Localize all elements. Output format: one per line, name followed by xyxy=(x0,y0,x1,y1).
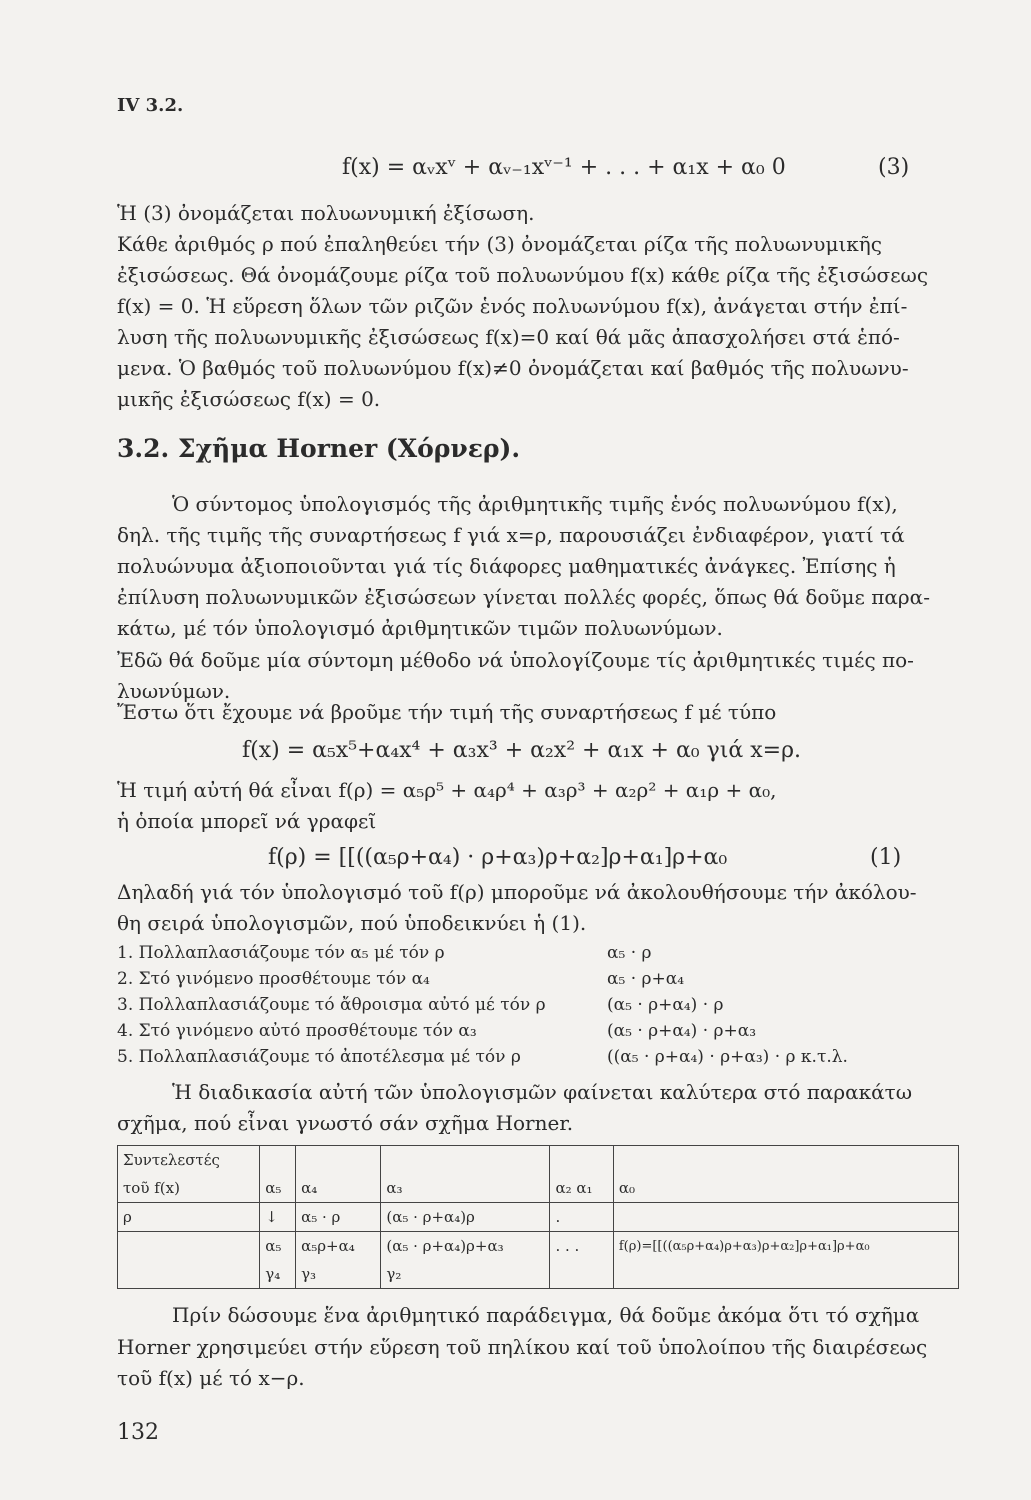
paragraph-function xyxy=(117,697,949,728)
table-cell: γ₂ xyxy=(381,1260,550,1289)
text-line: ἐξισώσεως. Θά ὀνομάζουμε ρίζα τοῦ πολυωνύμου f(x) κάθε ρίζα τῆς ἐξισώσεως xyxy=(117,263,929,287)
text-line: πολυώνυμα ἀξιοποιοῦνται γιά τίς διάφορες μαθηματικές ἀνάγκες. Ἐπίσης ἡ xyxy=(117,554,896,578)
list-item xyxy=(117,992,957,1018)
step-expression: α₅ · ρ+α₄ xyxy=(607,969,685,989)
table-row xyxy=(118,1146,959,1175)
paragraph-sequence xyxy=(117,877,949,939)
table-cell: f(ρ)=[[((α₅ρ+α₄)ρ+α₃)ρ+α₂]ρ+α₁]ρ+α₀ xyxy=(613,1232,958,1261)
text-line: Πρίν δώσουμε ἕνα ἀριθμητικό παράδειγμα, θά δοῦμε ἀκόμα ὅτι τό σχῆμα xyxy=(172,1303,920,1327)
table-cell-text: α₂ xyxy=(555,1179,572,1197)
table-cell: ↓ xyxy=(260,1203,296,1232)
text-line: Δηλαδή γιά τόν ὑπολογισμό τοῦ f(ρ) μποροῦμε νά ἀκολουθήσουμε τήν ἀκόλου- xyxy=(117,880,917,904)
text-line: Ἔστω ὅτι ἔχουμε νά βροῦμε τήν τιμή τῆς συναρτήσεως f μέ τύπο xyxy=(117,700,777,724)
table-cell: (α₅ · ρ+α₄)ρ+α₃ xyxy=(381,1232,550,1261)
polynomial-equation: f(x) = α₅x⁵+α₄x⁴ + α₃x³ + α₂x² + α₁x + α₀ γιά x=ρ. xyxy=(242,738,802,763)
table-cell xyxy=(613,1146,958,1175)
steps-list xyxy=(117,940,957,1070)
table-cell: γ₃ xyxy=(296,1260,381,1289)
table-row xyxy=(118,1232,959,1261)
horner-equation-number: (1) xyxy=(870,845,902,870)
step-text: 3. Πολλαπλασιάζουμε τό ἄθροισμα αὐτό μέ τόν ρ xyxy=(117,995,546,1015)
table-cell: α₅ρ+α₄ xyxy=(296,1232,381,1261)
table-cell: Συντελεστές xyxy=(118,1146,260,1175)
text-line: f(x) = 0. Ἡ εὕρεση ὅλων τῶν ριζῶν ἑνός πολυωνύμου f(x), ἀνάγεται στήν ἐπί- xyxy=(117,294,908,318)
step-expression: (α₅ · ρ+α₄) · ρ xyxy=(607,995,724,1015)
table-cell: α₅ xyxy=(260,1174,296,1203)
text-line: κάτω, μέ τόν ὑπολογισμό ἀριθμητικῶν τιμῶν πολυωνύμων. xyxy=(117,616,723,640)
table-cell: ρ xyxy=(118,1203,260,1232)
paragraph-scheme-cont xyxy=(117,1108,949,1139)
text-line: μενα. Ὁ βαθμός τοῦ πολυωνύμου f(x)≠0 ὀνομάζεται καί βαθμός τῆς πολυωνυ- xyxy=(117,356,909,380)
page-number: 132 xyxy=(117,1420,159,1445)
table-cell xyxy=(550,1260,613,1289)
text-line: μικῆς ἐξισώσεως f(x) = 0. xyxy=(117,387,381,411)
text-line: Ἡ (3) ὀνομάζεται πολυωνυμική ἐξίσωση. xyxy=(117,201,535,225)
step-text: 2. Στό γινόμενο προσθέτουμε τόν α₄ xyxy=(117,969,430,989)
text-line: ἐπίλυση πολυωνυμικῶν ἐξισώσεων γίνεται πολλές φορές, ὅπως θά δοῦμε παρα- xyxy=(117,585,930,609)
table-cell: α₅ xyxy=(260,1232,296,1261)
text-line: Ὁ σύντομος ὑπολογισμός τῆς ἀριθμητικῆς τιμῆς ἑνός πολυωνύμου f(x), xyxy=(172,492,898,516)
table-cell: α₃ xyxy=(381,1174,550,1203)
table-cell: γ₄ xyxy=(260,1260,296,1289)
page-header: IV 3.2. xyxy=(117,95,184,116)
text-line: Ἡ τιμή αὐτή θά εἶναι f(ρ) = α₅ρ⁵ + α₄ρ⁴ + α₃ρ³ + α₂ρ² + α₁ρ + α₀, xyxy=(117,778,777,802)
paragraph-value xyxy=(117,775,949,837)
text-line: Κάθε ἀριθμός ρ πού ἐπαληθεύει τήν (3) ὀνομάζεται ρίζα τῆς πολυωνυμικῆς xyxy=(117,232,882,256)
table-cell xyxy=(296,1146,381,1175)
text-line: Ἡ διαδικασία αὐτή τῶν ὑπολογισμῶν φαίνεται καλύτερα στό παρακάτω xyxy=(172,1080,913,1104)
step-expression: ((α₅ · ρ+α₄) · ρ+α₃) · ρ κ.τ.λ. xyxy=(607,1047,848,1067)
step-text: 5. Πολλαπλασιάζουμε τό ἀποτέλεσμα μέ τόν ρ xyxy=(117,1047,521,1067)
horner-table xyxy=(117,1145,959,1289)
table-cell xyxy=(118,1232,260,1261)
text-line: τοῦ f(x) μέ τό x−ρ. xyxy=(117,1366,305,1390)
list-item xyxy=(117,1044,957,1070)
text-line: ἡ ὁποία μπορεῖ νά γραφεῖ xyxy=(117,809,377,833)
table-cell: . xyxy=(550,1203,613,1232)
step-text: 1. Πολλαπλασιάζουμε τόν α₅ μέ τόν ρ xyxy=(117,943,445,963)
table-row xyxy=(118,1174,959,1203)
step-text: 4. Στό γινόμενο αὐτό προσθέτουμε τόν α₃ xyxy=(117,1021,477,1041)
table-cell: . . . xyxy=(550,1232,613,1261)
table-cell-text: α₁ xyxy=(576,1179,593,1197)
table-cell: α₅ · ρ xyxy=(296,1203,381,1232)
table-row xyxy=(118,1203,959,1232)
table-cell: τοῦ f(x) xyxy=(118,1174,260,1203)
text-line: Ἐδῶ θά δοῦμε μία σύντομη μέθοδο νά ὑπολογίζουμε τίς ἀριθμητικές τιμές πο- xyxy=(117,648,914,672)
paragraph-definitions xyxy=(117,198,949,415)
text-line: λυση τῆς πολυωνυμικῆς ἐξισώσεως f(x)=0 καί θά μᾶς ἀπασχολήσει στά ἑπό- xyxy=(117,325,900,349)
table-cell xyxy=(550,1174,613,1203)
step-expression: (α₅ · ρ+α₄) · ρ+α₃ xyxy=(607,1021,757,1041)
table-cell xyxy=(260,1146,296,1175)
list-item xyxy=(117,940,957,966)
list-item xyxy=(117,966,957,992)
text-line: θη σειρά ὑπολογισμῶν, πού ὑποδεικνύει ἡ (1). xyxy=(117,911,587,935)
table-cell xyxy=(550,1146,613,1175)
equation-3-number: (3) xyxy=(878,155,910,180)
equation-3: f(x) = αᵥxᵛ + αᵥ₋₁xᵛ⁻¹ + . . . + α₁x + α₀ 0 xyxy=(342,155,786,180)
paragraph-scheme xyxy=(172,1077,952,1108)
table-cell: α₄ xyxy=(296,1174,381,1203)
table-row xyxy=(118,1260,959,1289)
table-cell: (α₅ · ρ+α₄)ρ xyxy=(381,1203,550,1232)
text-line: σχῆμα, πού εἶναι γνωστό σάν σχῆμα Horner. xyxy=(117,1111,574,1135)
section-heading: 3.2. Σχῆμα Horner (Χόρνερ). xyxy=(117,434,521,463)
horner-equation: f(ρ) = [[((α₅ρ+α₄) · ρ+α₃)ρ+α₂]ρ+α₁]ρ+α₀ xyxy=(268,845,728,870)
paragraph-closing-cont xyxy=(117,1332,949,1394)
text-line: λυωνύμων. xyxy=(117,679,231,703)
table-cell xyxy=(613,1203,958,1232)
table-cell xyxy=(118,1260,260,1289)
text-line: Horner χρησιμεύει στήν εὕρεση τοῦ πηλίκου καί τοῦ ὑπολοίπου τῆς διαιρέσεως xyxy=(117,1335,928,1359)
paragraph-intro xyxy=(117,489,949,644)
table-cell xyxy=(613,1260,958,1289)
list-item xyxy=(117,1018,957,1044)
paragraph-closing xyxy=(172,1300,952,1331)
step-expression: α₅ · ρ xyxy=(607,943,652,963)
text-line: δηλ. τῆς τιμῆς τῆς συναρτήσεως f γιά x=ρ, παρουσιάζει ἐνδιαφέρον, γιατί τά xyxy=(117,523,905,547)
table-cell: α₀ xyxy=(613,1174,958,1203)
table-cell xyxy=(381,1146,550,1175)
